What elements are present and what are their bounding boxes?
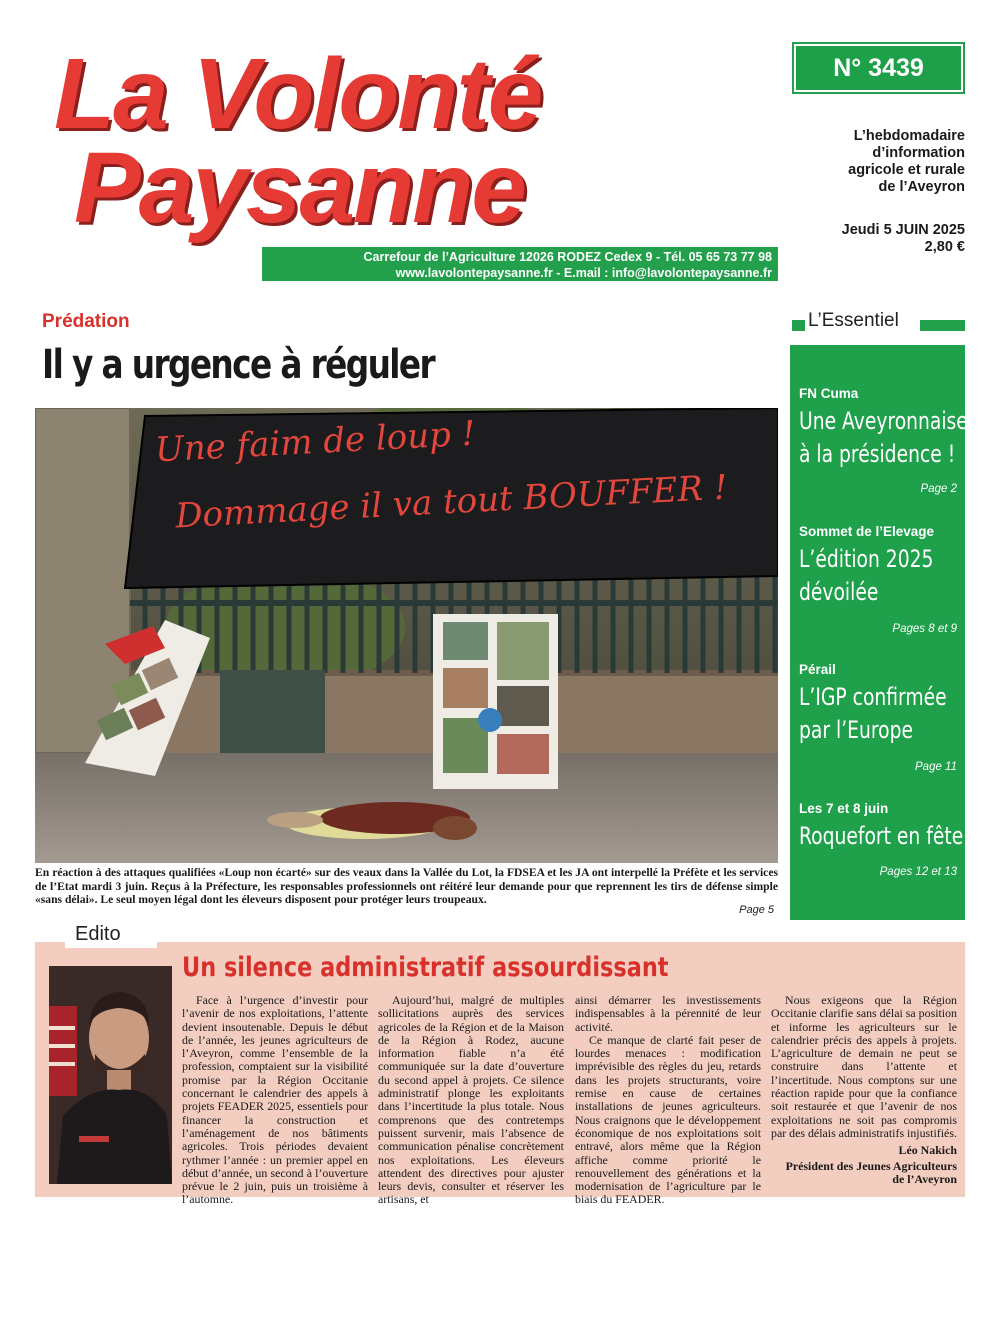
essentiel-title-line: L’édition 2025 xyxy=(799,545,934,573)
logo-line-1: La Volonté xyxy=(54,38,542,150)
tagline-line: d’information xyxy=(872,145,965,161)
essentiel-title xyxy=(799,543,955,609)
essentiel-kicker: Sommet de l’Elevage xyxy=(799,524,935,539)
tagline-line: de l’Aveyron xyxy=(878,179,965,195)
contact-bar xyxy=(262,247,778,281)
edito-column xyxy=(575,994,761,1207)
edito-column xyxy=(378,994,564,1207)
banner-slogan-line-1: Une faim de loup ! xyxy=(154,413,477,471)
newspaper-logo xyxy=(44,38,744,244)
edito-paragraph: Aujourd’hui, malgré de multiples sollicitations auprès des services agricoles de la Région et de la Maison de la Région à Rodez, aucune information fiable n’a été communiquée sur la date d’ouverture du second appel à projets. Ce silence administratif plonge les exploitants dans l’incertitude la plus totale. Nous comprenons que des contretemps puissent survenir, mais l’absence de communication pénalise concrètement nos exploitations. Les éleveurs attendent des directives pour ajuster leurs devis, consulter et réserver les artisans, et xyxy=(378,993,564,1207)
issue-price: 2,80 € xyxy=(924,239,965,255)
essentiel-item[interactable] xyxy=(799,523,957,635)
essentiel-title xyxy=(799,820,964,853)
portrait-illustration xyxy=(49,966,172,1184)
lead-headline[interactable]: Il y a urgence à réguler xyxy=(42,342,435,388)
banner-slogan-line-2: Dommage il va tout BOUFFER ! xyxy=(174,467,729,537)
essentiel-rule xyxy=(920,320,965,331)
web-and-email: www.lavolontepaysanne.fr - E.mail : info@lavolontepaysanne.fr xyxy=(395,266,772,280)
essentiel-page-ref: Page 11 xyxy=(915,761,957,773)
edito-paragraph: Nous exigeons que la Région Occitanie clarifie sans délai sa position et informe les agriculteurs sur le calendrier précis des appels à projets. L’agriculture de demain ne peut se construire dans l’attente et l’incertitude. Nous comptons sur une réaction rapide pour que la confiance soit restaurée et que l’avenir de nos exploitations ne soit pas compromis par des délais administratifs injustifiés. xyxy=(771,993,957,1140)
essentiel-kicker: Pérail xyxy=(799,662,836,677)
author-name: Léo Nakich xyxy=(898,1143,957,1158)
essentiel-page-ref: Pages 12 et 13 xyxy=(879,866,957,878)
edito-paragraph: Ce manque de clarté fait peser de lourdes menaces : modification imprévisible des règles du jeu, retards dans les projets structurants, voire remise en cause de certaines installations de jeunes agriculteurs. Nous craignons que le développement économique de nos exploitations soit entravé, alors même que la Région affiche comme priorité le renouvellement des générations et la modernisation de l’agriculture par le biais du FEADER. xyxy=(575,1032,761,1207)
essentiel-title xyxy=(799,405,968,471)
tagline xyxy=(765,128,965,196)
essentiel-title-line: dévoilée xyxy=(799,578,879,606)
edito-column xyxy=(182,994,368,1207)
essentiel-title xyxy=(799,681,955,747)
essentiel-item[interactable] xyxy=(799,800,964,878)
caption-page-ref[interactable]: Page 5 xyxy=(739,904,774,916)
essentiel-marker xyxy=(792,320,805,331)
postal-address: Carrefour de l’Agriculture 12026 RODEZ Cedex 9 - Tél. 05 65 73 77 98 xyxy=(363,250,772,264)
edito-paragraph: ainsi démarrer les investissements indispensables à la pérennité de leur activité. xyxy=(575,993,761,1034)
issue-date-price xyxy=(842,222,965,256)
essentiel-title-line: à la présidence ! xyxy=(799,440,956,468)
essentiel-page-ref: Page 2 xyxy=(920,483,957,495)
edito-paragraph: Face à l’urgence d’investir pour l’avenir de nos exploitations, l’attente devient insoutenable. Depuis le début de l’année, les jeunes agriculteurs de l’Aveyron, comme l’ensemble de la profession, comptaient sur la visibilité promise par la Région Occitanie concernant le calendrier des appels à projets FEADER 2025, essentiels pour financer la construction et l’aménagement de nos bâtiments agricoles. Trois périodes devaient rythmer l’année : un premier appel en début d’année, un second à l’ouverture prévue le 2 juin, puis un troisième à l’automne. xyxy=(182,993,368,1207)
issue-date: Jeudi 5 JUIN 2025 xyxy=(841,222,965,238)
logo-line-2: Paysanne xyxy=(74,132,525,244)
essentiel-title-line: L’IGP confirmée xyxy=(799,683,947,711)
essentiel-kicker: Les 7 et 8 juin xyxy=(799,801,889,816)
essentiel-item[interactable] xyxy=(799,661,957,773)
essentiel-panel xyxy=(790,345,968,920)
author-role: Président des Jeunes Agriculteurs de l’Aveyron xyxy=(785,1158,957,1186)
lead-photo xyxy=(35,408,778,863)
issue-number-badge: N° 3439 xyxy=(792,42,965,94)
photo-caption: En réaction à des attaques qualifiées «Loup non écarté» sur des veaux dans la Vallée du Lot, la FDSEA et les JA ont interpellé la Préfète et les services de l’Etat mardi 3 juin. Reçus à la Préfecture, les responsables professionnels ont réitéré leur demande pour que reprennent les tirs de défense simple «sans délai». Le seul moyen légal dont les éleveurs disposent pour protéger leurs troupeaux. xyxy=(35,866,778,906)
essentiel-title-line: par l’Europe xyxy=(799,716,913,744)
essentiel-label: L’Essentiel xyxy=(808,310,899,331)
tagline-line: L’hebdomadaire xyxy=(853,128,965,144)
edito-tab: Edito xyxy=(65,921,157,948)
edito-title[interactable]: Un silence administratif assourdissant xyxy=(182,952,669,983)
lead-rubric: Prédation xyxy=(42,311,130,332)
essentiel-item[interactable] xyxy=(799,385,968,495)
essentiel-title-line: Roquefort en fête xyxy=(799,822,964,850)
essentiel-title-line: Une Aveyronnaise xyxy=(799,407,968,435)
essentiel-page-ref: Pages 8 et 9 xyxy=(892,623,957,635)
edito-column xyxy=(771,994,957,1186)
author-portrait xyxy=(49,966,172,1184)
tagline-line: agricole et rurale xyxy=(848,162,965,178)
essentiel-kicker: FN Cuma xyxy=(799,386,859,401)
